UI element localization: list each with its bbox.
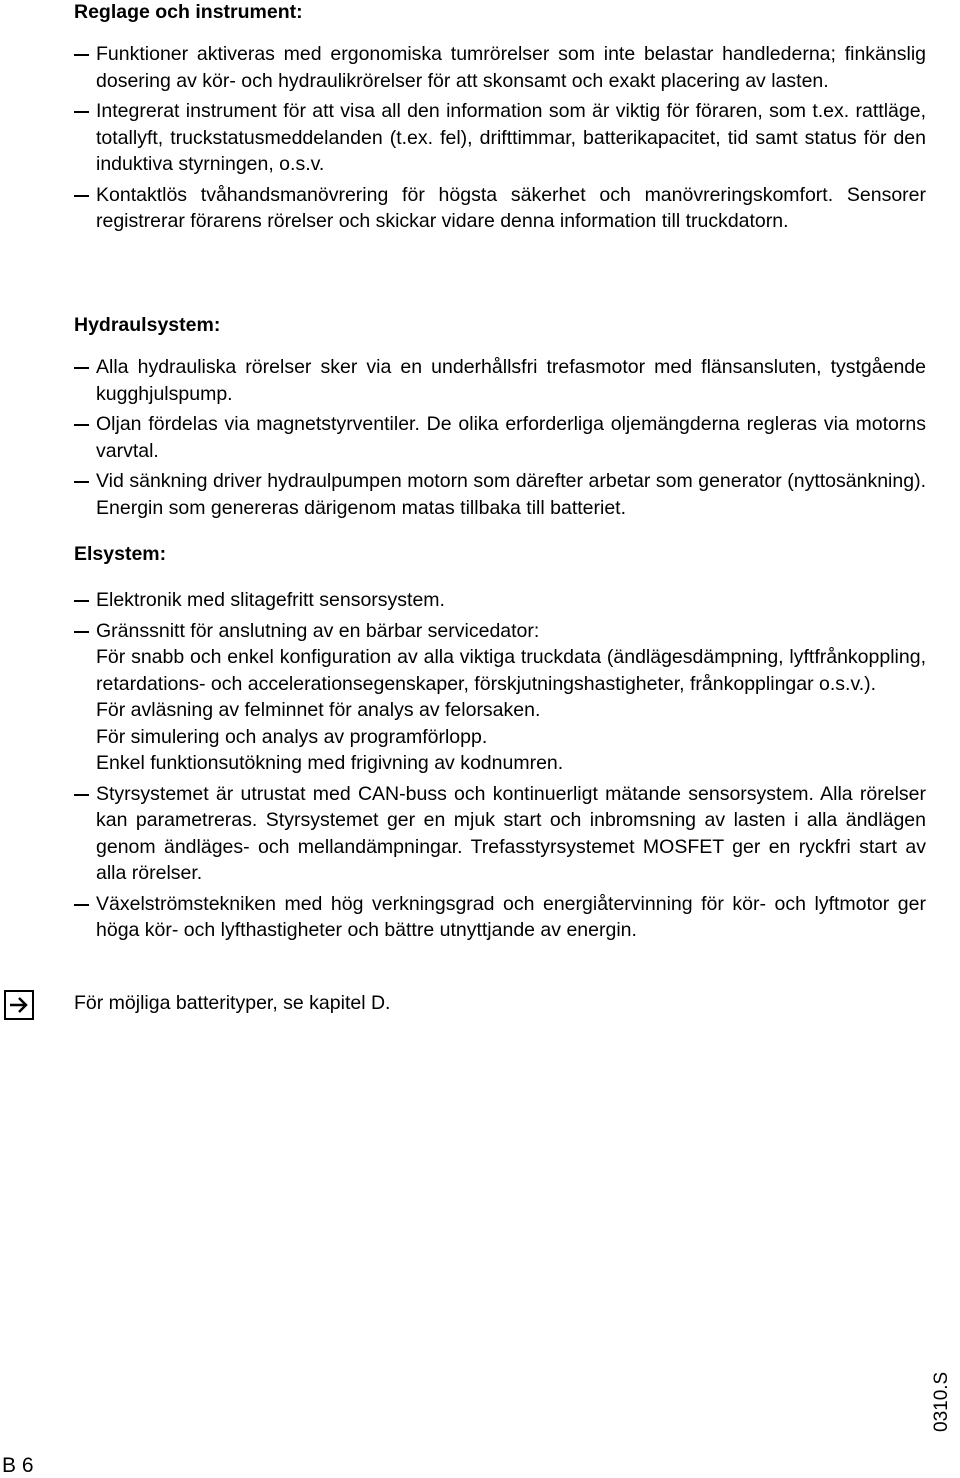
section-heading-controls: Reglage och instrument:	[74, 1, 303, 23]
dash-bullet	[74, 367, 89, 369]
list-item: Vid sänkning driver hydraulpumpen motorn som därefter arbetar som generator (nyttosänkning). Energin som genereras därigenom matas tillbaka till batteriet.	[74, 468, 926, 521]
list-item: Funktioner aktiveras med ergonomiska tumrörelser som inte belastar handlederna; finkänslig dosering av kör- och hydraulikrörelser för att skonsamt och exakt placering av lasten.	[74, 41, 926, 94]
section-heading-electric: Elsystem:	[74, 543, 167, 565]
electric-list	[74, 587, 926, 948]
list-item: Styrsystemet är utrustat med CAN-buss och kontinuerligt mätande sensorsystem. Alla rörelser kan parametreras. Styrsystemet ger en mjuk start och inbromsning av lasten i alla ändlägen genom ändläges- och mellandämpningar. Trefasstyrsystemet MOSFET ger en ryckfri start av alla rörelser.	[74, 781, 926, 887]
list-item: Alla hydrauliska rörelser sker via en underhållsfri trefasmotor med flänsansluten, tystgående kugghjulspump.	[74, 354, 926, 407]
dash-bullet	[74, 481, 89, 483]
dash-bullet	[74, 631, 89, 633]
dash-bullet	[74, 600, 89, 602]
list-item: Integrerat instrument för att visa all den information som är viktig för föraren, som t.ex. rattläge, totallyft, truckstatusmeddelanden (t.ex. fel), drifttimmar, batterikapacitet, tid samt status för den induktiva styrningen, o.s.v.	[74, 98, 926, 178]
hydraulic-list	[74, 354, 926, 525]
list-item: Oljan fördelas via magnetstyrventiler. De olika erforderliga oljemängderna regleras via motorns varvtal.	[74, 411, 926, 464]
arrow-right-icon	[4, 990, 34, 1020]
controls-list	[74, 41, 926, 239]
list-item: Gränssnitt för anslutning av en bärbar servicedator: För snabb och enkel konfiguration av alla viktiga truckdata (ändlägesdämpning, lyftfrånkoppling, retardations- och accelerationsegenskaper, förskjutningshastigheter, frånkopplingar o.s.v.). För avläsning av felminnet för analys av felorsaken. För simulering och analys av programförlopp. Enkel funktionsutökning med frigivning av kodnumren.	[74, 618, 926, 777]
list-item: Elektronik med slitagefritt sensorsystem.	[74, 587, 926, 614]
page-number: B 6	[2, 1454, 34, 1477]
list-item: Kontaktlös tvåhandsmanövrering för högsta säkerhet och manövreringskomfort. Sensorer registrerar förarens rörelser och skickar vidare denna information till truckdatorn.	[74, 182, 926, 235]
dash-bullet	[74, 904, 89, 906]
document-code: 0310.S	[931, 1371, 952, 1432]
dash-bullet	[74, 424, 89, 426]
dash-bullet	[74, 794, 89, 796]
list-item: Växelströmstekniken med hög verkningsgrad och energiåtervinning för kör- och lyftmotor ger höga kör- och lyfthastigheter och bättre utnyttjande av energin.	[74, 891, 926, 944]
section-heading-hydraulic: Hydraulsystem:	[74, 314, 221, 336]
dash-bullet	[74, 111, 89, 113]
dash-bullet	[74, 195, 89, 197]
reference-note: För möjliga batterityper, se kapitel D.	[74, 992, 391, 1014]
dash-bullet	[74, 54, 89, 56]
